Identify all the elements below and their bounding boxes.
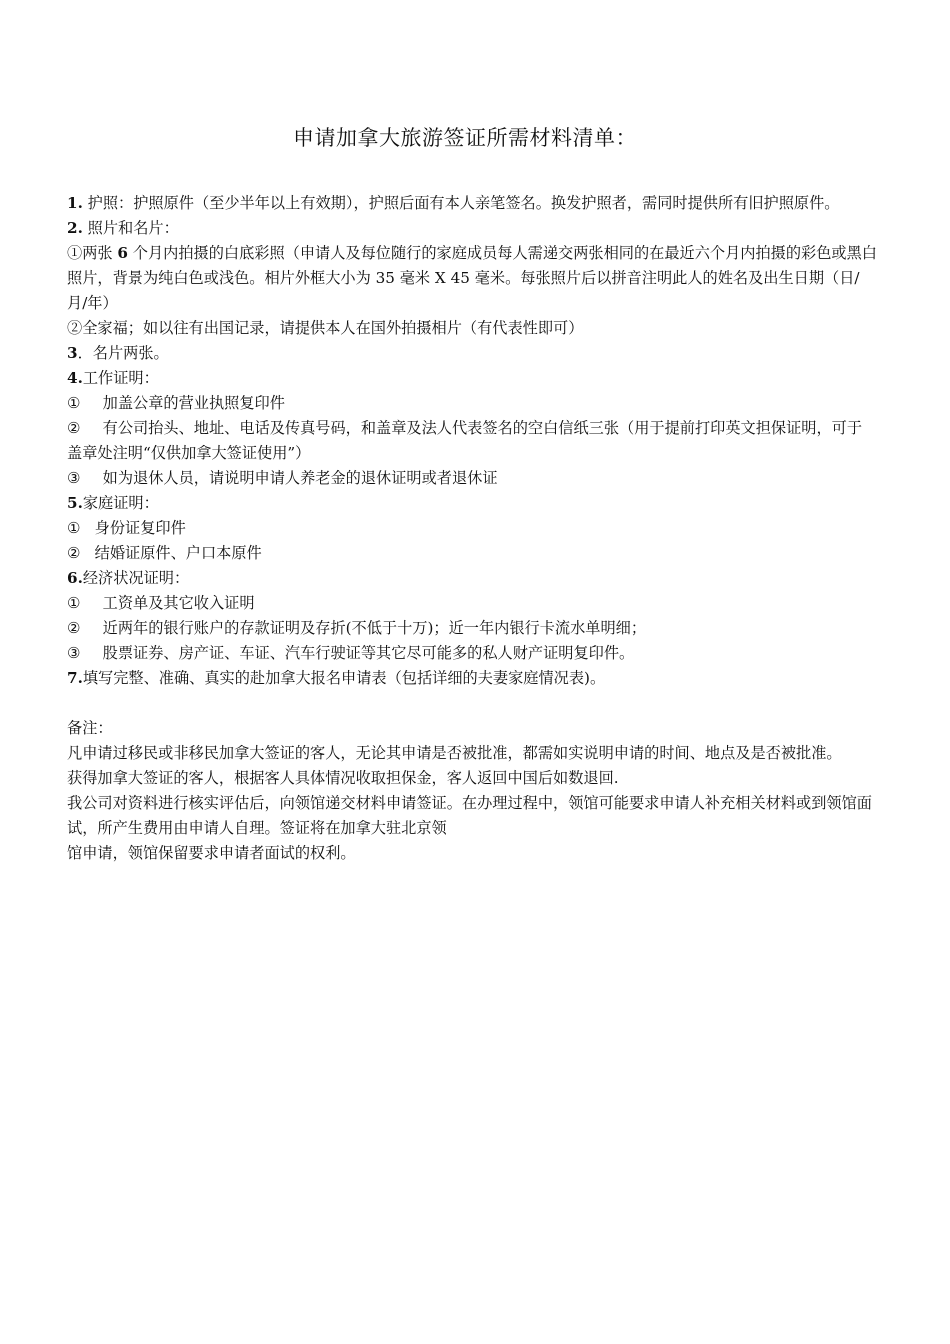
- notes-heading: 备注：: [67, 719, 113, 737]
- item-mark: ③: [67, 469, 81, 487]
- section-employment-heading: [67, 366, 877, 391]
- finance-item-3: [67, 641, 877, 666]
- item-text: 个月内拍摄的白底彩照（申请人及每位随行的家庭成员每人需递交两张相同的在最近六个月内拍摄的彩色或黑白照片，背景为纯白色或浅色。相片外框大小为 35 毫米 X 45 毫米。每张照片后以拼音注明此人的姓名及出生日期（日/月/年）: [67, 244, 877, 312]
- section-number: 4.: [67, 369, 83, 387]
- section-text: ．名片两张。: [77, 344, 169, 362]
- spacer: [67, 691, 877, 716]
- item-text: 近两年的银行账户的存款证明及存折(不低于十万)；近一年内银行卡流水单明细；: [102, 619, 647, 637]
- section-number: 6.: [67, 569, 83, 587]
- section-text: 照片和名片：: [82, 219, 179, 237]
- item-mark: ①: [67, 519, 81, 537]
- section-number: 1.: [67, 194, 83, 212]
- notes-paragraph-4: 馆申请，领馆保留要求申请者面试的权利。: [67, 844, 356, 862]
- section-family-heading: [67, 491, 877, 516]
- employment-item-3: [67, 466, 877, 491]
- item-text: ①两张: [67, 244, 118, 262]
- section-text: 家庭证明：: [82, 494, 159, 512]
- section-number: 3: [67, 344, 78, 362]
- section-number: 5.: [67, 494, 83, 512]
- family-item-1: [67, 516, 877, 541]
- finance-item-2: [67, 616, 877, 641]
- finance-item-1: [67, 591, 877, 616]
- section-number: 7.: [67, 669, 83, 687]
- item-text: 工资单及其它收入证明: [102, 594, 255, 612]
- section-number: 2.: [67, 219, 83, 237]
- item-mark: ①: [67, 594, 81, 612]
- section-passport: [67, 191, 877, 216]
- photos-item-1: [67, 241, 877, 316]
- document-body: [67, 191, 877, 866]
- item-text: 结婚证原件、户口本原件: [94, 544, 262, 562]
- item-mark: ①: [67, 394, 81, 412]
- notes-paragraph-3: 我公司对资料进行核实评估后，向领馆递交材料申请签证。在办理过程中，领馆可能要求申请人补充相关材料或到领馆面试，所产生费用由申请人自理。签证将在加拿大驻北京领: [67, 794, 872, 837]
- item-text: 股票证券、房产证、车证、汽车行驶证等其它尽可能多的私人财产证明复印件。: [102, 644, 635, 662]
- notes-paragraph-2: 获得加拿大签证的客人，根据客人具体情况收取担保金，客人返回中国后如数退回.: [67, 769, 619, 787]
- photos-item-2: ②全家福；如以往有出国记录，请提供本人在国外拍摄相片（有代表性即可）: [67, 319, 584, 337]
- family-item-2: [67, 541, 877, 566]
- item-mark: ②: [67, 619, 81, 637]
- section-text: 填写完整、准确、真实的赴加拿大报名申请表（包括详细的夫妻家庭情况表)。: [82, 669, 606, 687]
- item-number: 6: [117, 244, 128, 262]
- item-mark: ②: [67, 544, 81, 562]
- section-photos-heading: [67, 216, 877, 241]
- document-title: 申请加拿大旅游签证所需材料清单：: [293, 126, 637, 150]
- section-text: 经济状况证明：: [82, 569, 190, 587]
- section-application-form: [67, 666, 877, 691]
- section-text: 工作证明：: [82, 369, 159, 387]
- notes-paragraph-1: 凡申请过移民或非移民加拿大签证的客人，无论其申请是否被批准，都需如实说明申请的时间、地点及是否被批准。: [67, 744, 842, 762]
- item-text: 身份证复印件: [94, 519, 186, 537]
- section-finance-heading: [67, 566, 877, 591]
- employment-item-2: [67, 416, 877, 466]
- employment-item-1: [67, 391, 877, 416]
- section-text: 护照：护照原件（至少半年以上有效期），护照后面有本人亲笔签名。换发护照者，需同时提供所有旧护照原件。: [82, 194, 840, 212]
- item-mark: ③: [67, 644, 81, 662]
- item-mark: ②: [67, 419, 81, 437]
- item-text: 加盖公章的营业执照复印件: [102, 394, 285, 412]
- item-text: 如为退休人员，请说明申请人养老金的退休证明或者退休证: [102, 469, 498, 487]
- item-text: 有公司抬头、地址、电话及传真号码，和盖章及法人代表签名的空白信纸三张（用于提前打印英文担保证明，可于盖章处注明“仅供加拿大签证使用”）: [67, 419, 862, 462]
- section-business-card: [67, 341, 877, 366]
